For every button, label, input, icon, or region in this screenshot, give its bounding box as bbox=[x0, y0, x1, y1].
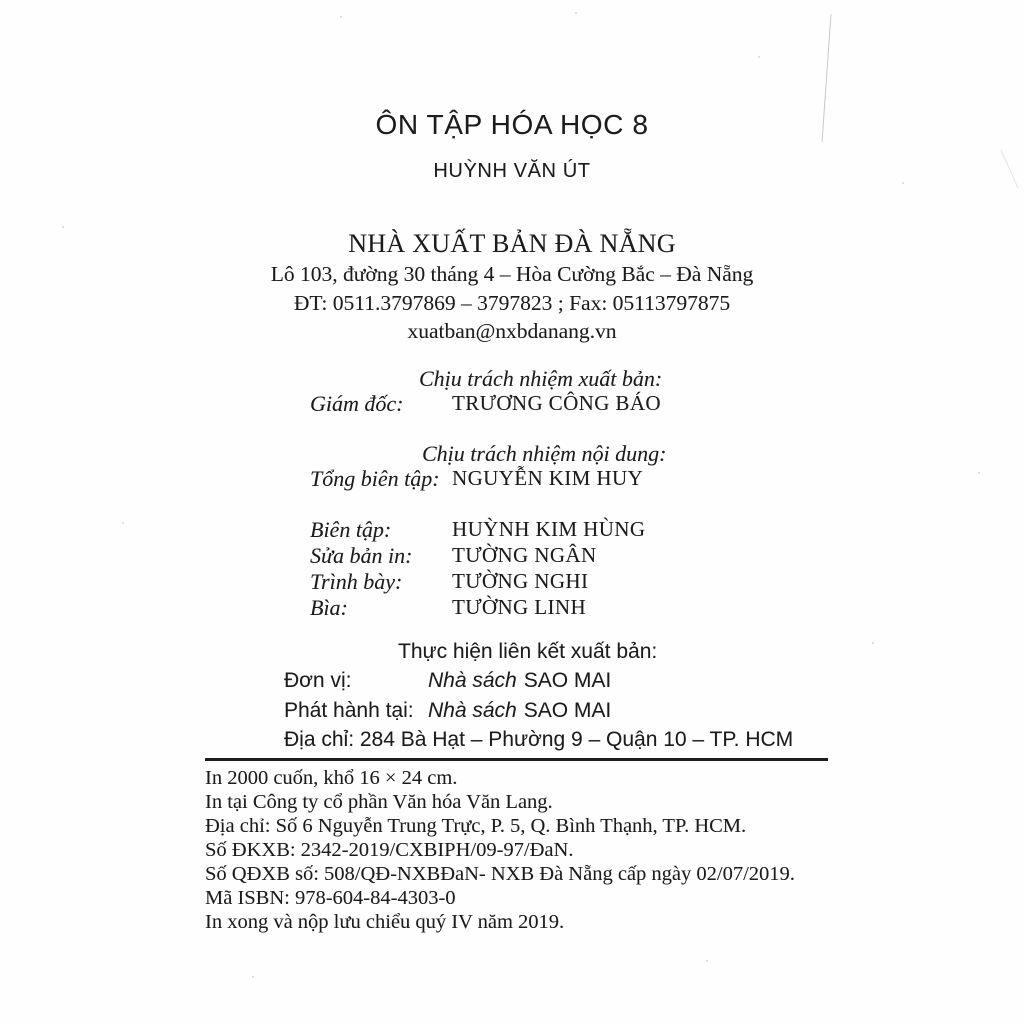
distributor-value bbox=[428, 699, 611, 723]
partnership-row-unit bbox=[0, 669, 1024, 696]
publishing-responsibility-row bbox=[0, 391, 1024, 418]
distributor-label: Phát hành tại: bbox=[284, 699, 414, 722]
imprint-line-printer-address: Địa chỉ: Số 6 Nguyễn Trung Trực, P. 5, Q. Bình Thạnh, TP. HCM. bbox=[205, 815, 747, 837]
content-responsibility-row bbox=[0, 466, 1024, 493]
scan-speck bbox=[62, 226, 64, 228]
unit-value-bookstore: Nhà sách bbox=[428, 669, 517, 692]
editor-role-label: Biên tập: bbox=[310, 517, 392, 542]
partnership-row-distributor bbox=[0, 699, 1024, 726]
book-author: HUỲNH VĂN ÚT bbox=[433, 160, 591, 182]
scan-speck bbox=[252, 976, 254, 978]
credit-row-cover bbox=[0, 595, 1024, 622]
distributor-value-bookstore: Nhà sách bbox=[428, 699, 517, 722]
scan-speck bbox=[388, 273, 390, 275]
divider-rule bbox=[205, 758, 828, 761]
imprint-line-isbn: Mã ISBN: 978-604-84-4303-0 bbox=[205, 887, 456, 909]
partnership-heading: Thực hiện liên kết xuất bản: bbox=[398, 640, 658, 663]
proofreader-role-label: Sửa bản in: bbox=[310, 543, 413, 568]
partnership-address: Địa chỉ: 284 Bà Hạt – Phường 9 – Quận 10 – TP. HCM bbox=[284, 728, 794, 751]
publishing-responsibility-heading: Chịu trách nhiệm xuất bản: bbox=[419, 366, 663, 391]
scan-speck bbox=[122, 522, 124, 524]
editor-in-chief-role-label: Tổng biên tập: bbox=[310, 466, 440, 491]
credit-row-layout bbox=[0, 569, 1024, 596]
editor-in-chief-name: NGUYỄN KIM HUY bbox=[452, 466, 644, 490]
imprint-line-registration: Số ĐKXB: 2342-2019/CXBIPH/09-97/ĐaN. bbox=[205, 839, 574, 861]
imprint-block bbox=[205, 766, 795, 934]
unit-label: Đơn vị: bbox=[284, 669, 352, 692]
book-title: ÔN TẬP HÓA HỌC 8 bbox=[375, 109, 649, 140]
scan-speck bbox=[340, 16, 342, 18]
director-name: TRƯƠNG CÔNG BÁO bbox=[452, 391, 661, 415]
scan-speck bbox=[706, 960, 708, 962]
publisher-phone-fax: ĐT: 0511.3797869 – 3797823 ; Fax: 05113797875 bbox=[293, 291, 731, 315]
scan-speck bbox=[575, 12, 577, 14]
layout-role-label: Trình bày: bbox=[310, 569, 403, 594]
editor-name: HUỲNH KIM HÙNG bbox=[452, 517, 646, 541]
cover-role-label: Bìa: bbox=[310, 595, 348, 620]
scan-speck bbox=[872, 642, 874, 644]
unit-value-name: SAO MAI bbox=[523, 669, 612, 692]
scan-speck bbox=[978, 472, 980, 474]
cover-name: TƯỜNG LINH bbox=[452, 595, 587, 619]
publisher-address: Lô 103, đường 30 tháng 4 – Hòa Cường Bắc – Đà Nẵng bbox=[270, 262, 754, 286]
imprint-line-printer: In tại Công ty cổ phần Văn hóa Văn Lang. bbox=[205, 791, 553, 813]
credit-row-proofreader bbox=[0, 543, 1024, 570]
layout-name: TƯỜNG NGHI bbox=[452, 569, 589, 593]
publisher-name: NHÀ XUẤT BẢN ĐÀ NẴNG bbox=[348, 229, 676, 258]
scan-speck bbox=[902, 182, 904, 184]
scan-speck bbox=[620, 396, 622, 398]
director-role-label: Giám đốc: bbox=[310, 391, 404, 416]
distributor-value-name: SAO MAI bbox=[523, 699, 612, 722]
publisher-email: xuatban@nxbdanang.vn bbox=[407, 319, 617, 343]
scan-speck bbox=[758, 56, 760, 58]
proofreader-name: TƯỜNG NGÂN bbox=[452, 543, 597, 567]
imprint-line-decision: Số QĐXB số: 508/QĐ-NXBĐaN- NXB Đà Nẵng cấp ngày 02/07/2019. bbox=[205, 863, 795, 885]
content-responsibility-heading: Chịu trách nhiệm nội dung: bbox=[422, 441, 667, 466]
unit-value bbox=[428, 669, 611, 693]
imprint-line-print-run: In 2000 cuốn, khổ 16 × 24 cm. bbox=[205, 767, 458, 789]
credit-row-editor bbox=[0, 517, 1024, 544]
imprint-line-deposit: In xong và nộp lưu chiểu quý IV năm 2019. bbox=[205, 911, 565, 933]
